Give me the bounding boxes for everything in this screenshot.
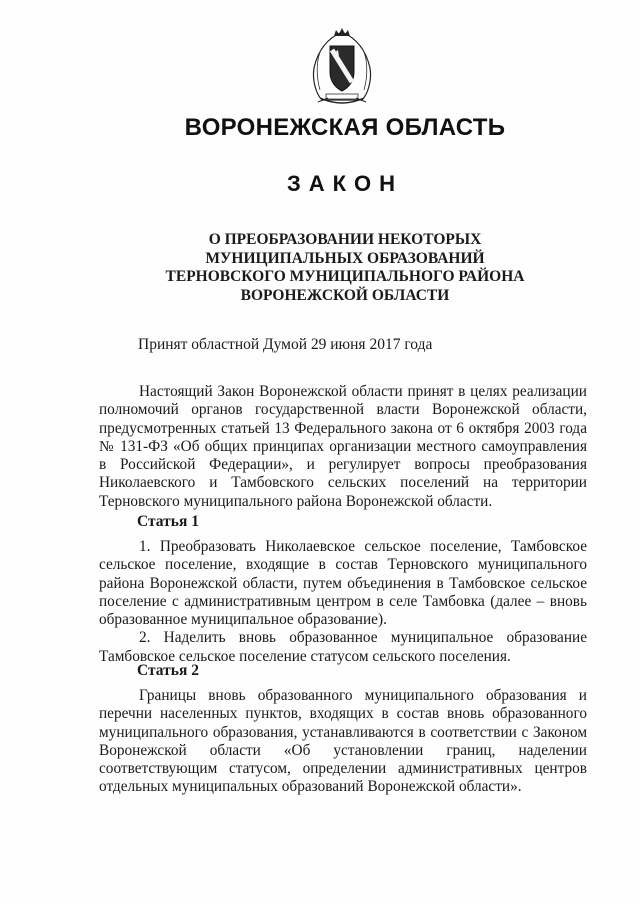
preamble <box>99 383 587 511</box>
article-1-paragraph-1: 1. Преобразовать Николаевское сельское поселение, Тамбовское сельское поселение, входящие в состав Терновского муниципального района Воронежской области, путем объединения в Тамбовское сельское поселение с административным центром в селе Тамбовка (далее – вновь образованное муниципальное образование). <box>99 538 587 629</box>
article-1-paragraph-2: 2. Наделить вновь образованное муниципальное образование Тамбовское сельское поселение статусом сельского поселения. <box>99 629 587 665</box>
article-2-paragraph-1: Границы вновь образованного муниципального образования и перечни населенных пунктов, входящих в состав вновь образованного муниципального образования, устанавливаются в соответствии с Законом Воронежской области «Об установлении границ, наделении соответствующим статусом, определении административных центров отдельных муниципальных образований Воронежской области». <box>99 687 587 796</box>
law-title-line: ТЕРНОВСКОГО МУНИЦИПАЛЬНОГО РАЙОНА <box>165 268 525 285</box>
article-2-heading: Статья 2 <box>137 662 199 679</box>
document-type: ЗАКОН <box>286 171 404 196</box>
preamble-paragraph: Настоящий Закон Воронежской области принят в целях реализации полномочий органов государственной власти Воронежской области, предусмотренных статьей 13 Федерального закона от 6 октября 2003 года № 131-ФЗ «Об общих принципах организации местного самоуправления в Российской Федерации», и регулирует вопросы преобразования Николаевского и Тамбовского сельских поселений на территории Терновского муниципального района Воронежской области. <box>99 383 587 510</box>
coat-of-arms-icon <box>308 28 376 108</box>
article-1-body <box>99 538 587 666</box>
law-title <box>0 231 640 305</box>
region-name: ВОРОНЕЖСКАЯ ОБЛАСТЬ <box>184 114 506 141</box>
law-title-line: МУНИЦИПАЛЬНЫХ ОБРАЗОВАНИЙ <box>205 249 485 267</box>
adoption-date: Принят областной Думой 29 июня 2017 года <box>138 336 433 353</box>
law-title-line: ВОРОНЕЖСКОЙ ОБЛАСТИ <box>240 286 450 304</box>
article-1-heading: Статья 1 <box>137 513 199 530</box>
article-2-body <box>99 687 587 797</box>
law-title-line: О ПРЕОБРАЗОВАНИИ НЕКОТОРЫХ <box>208 231 482 248</box>
